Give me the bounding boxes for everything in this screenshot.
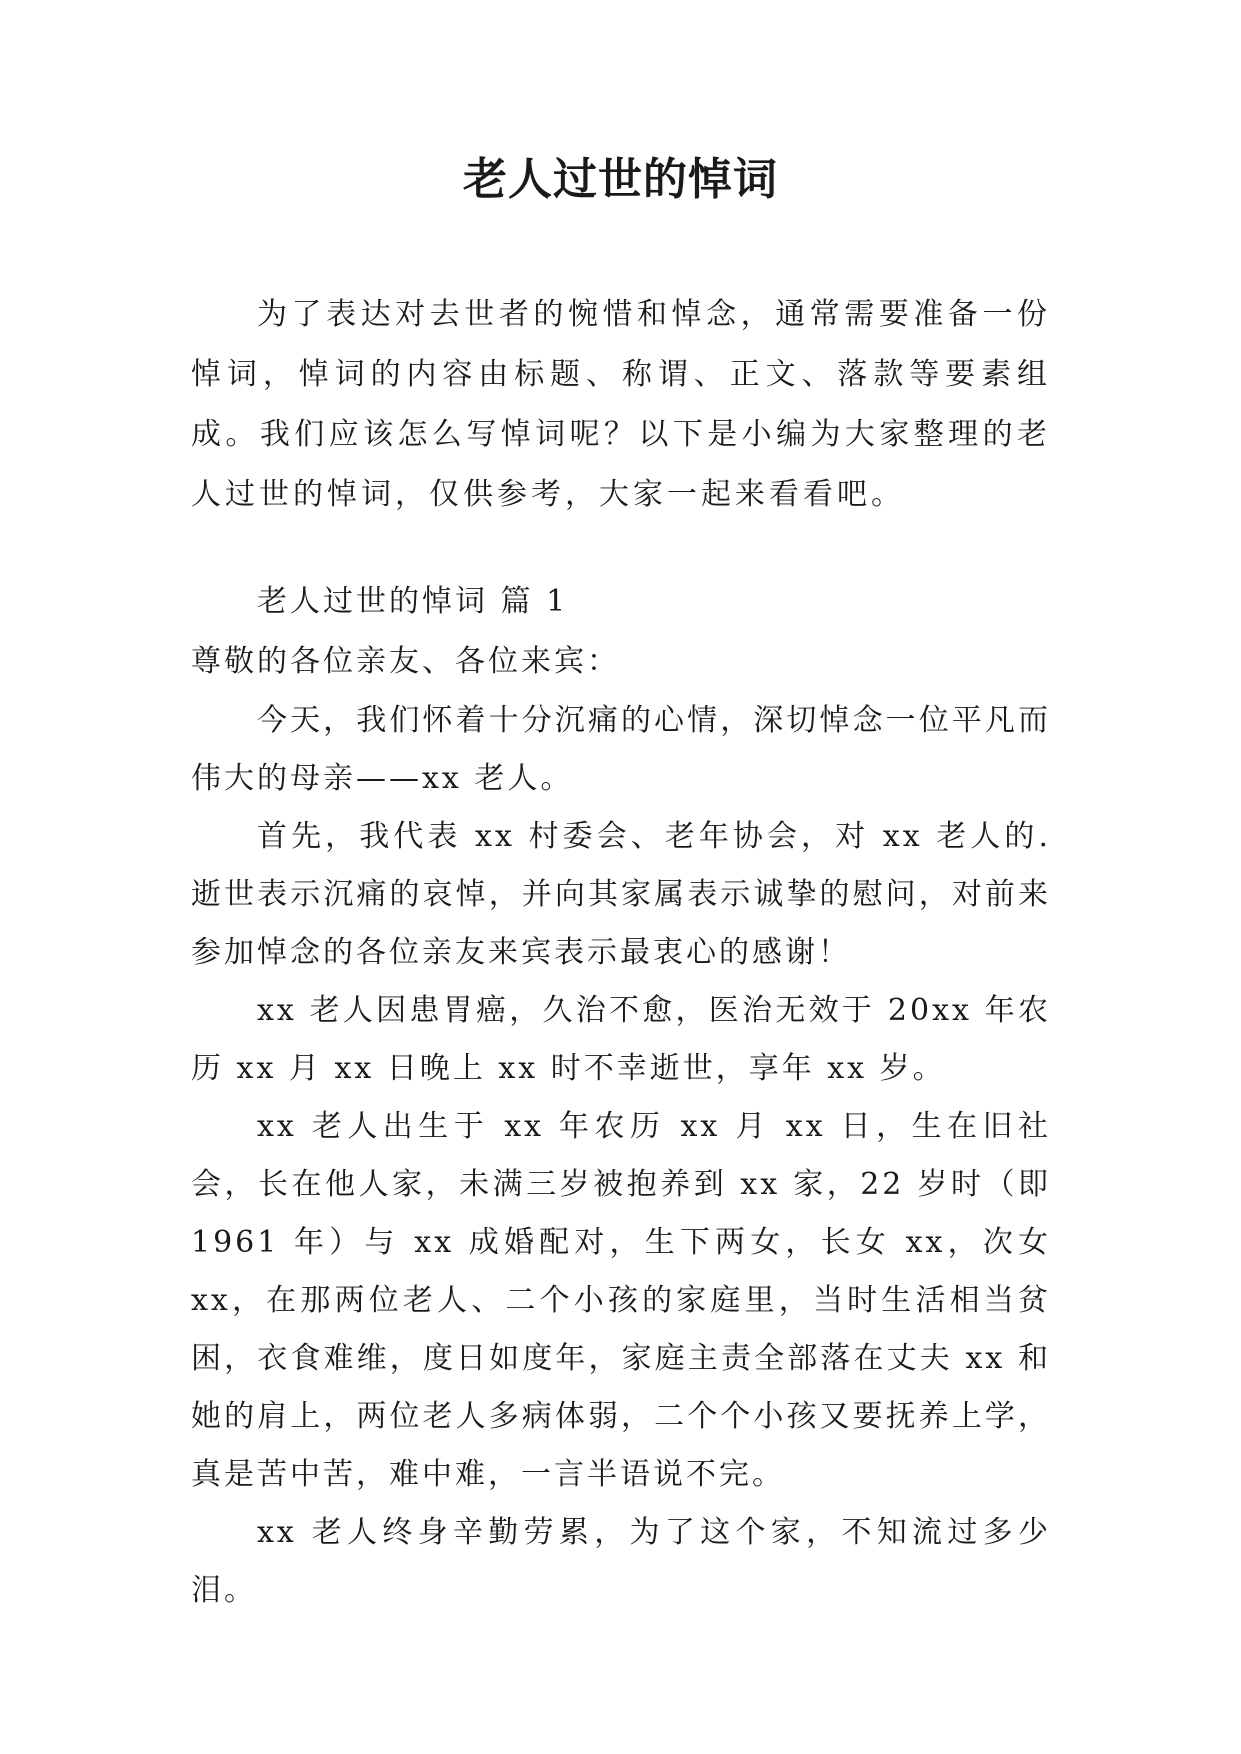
body-paragraph: xx 老人终身辛勤劳累，为了这个家，不知流过多少泪。 [191,1515,1051,1608]
document-title: 老人过世的悼词 [463,154,778,205]
body-paragraph: xx 老人因患胃癌，久治不愈，医治无效于 20xx 年农历 xx 月 xx 日晚上 xx 时不幸逝世，享年 xx 岁。 [191,993,1051,1086]
body-paragraph: 今天，我们怀着十分沉痛的心情，深切悼念一位平凡而伟大的母亲——xx 老人。 [191,703,1051,796]
intro-paragraph: 为了表达对去世者的惋惜和悼念，通常需要准备一份悼词，悼词的内容由标题、称谓、正文、落款等要素组成。我们应该怎么写悼词呢？以下是小编为大家整理的老人过世的悼词，仅供参考，大家一起来看看吧。 [191,297,1051,512]
eulogy-body [191,572,1051,1620]
body-paragraph: 首先，我代表 xx 村委会、老年协会，对 xx 老人的.逝世表示沉痛的哀悼，并向其家属表示诚挚的慰问，对前来参加悼念的各位亲友来宾表示最衷心的感谢！ [191,819,1051,970]
section-heading: 老人过世的悼词 篇 1 [257,584,569,619]
salutation: 尊敬的各位亲友、各位来宾： [191,644,620,679]
body-paragraph: xx 老人出生于 xx 年农历 xx 月 xx 日，生在旧社会，长在他人家，未满三岁被抱养到 xx 家，22 岁时（即 1961 年）与 xx 成婚配对，生下两女，长女 xx，次女 xx，在那两位老人、二个小孩的家庭里，当时生活相当贫困，衣食难维，度日如度年，家庭主责全部落在丈夫 xx 和她的肩上，两位老人多病体弱，二个个小孩又要抚养上学，真是苦中苦，难中难，一言半语说不完。 [191,1109,1051,1492]
